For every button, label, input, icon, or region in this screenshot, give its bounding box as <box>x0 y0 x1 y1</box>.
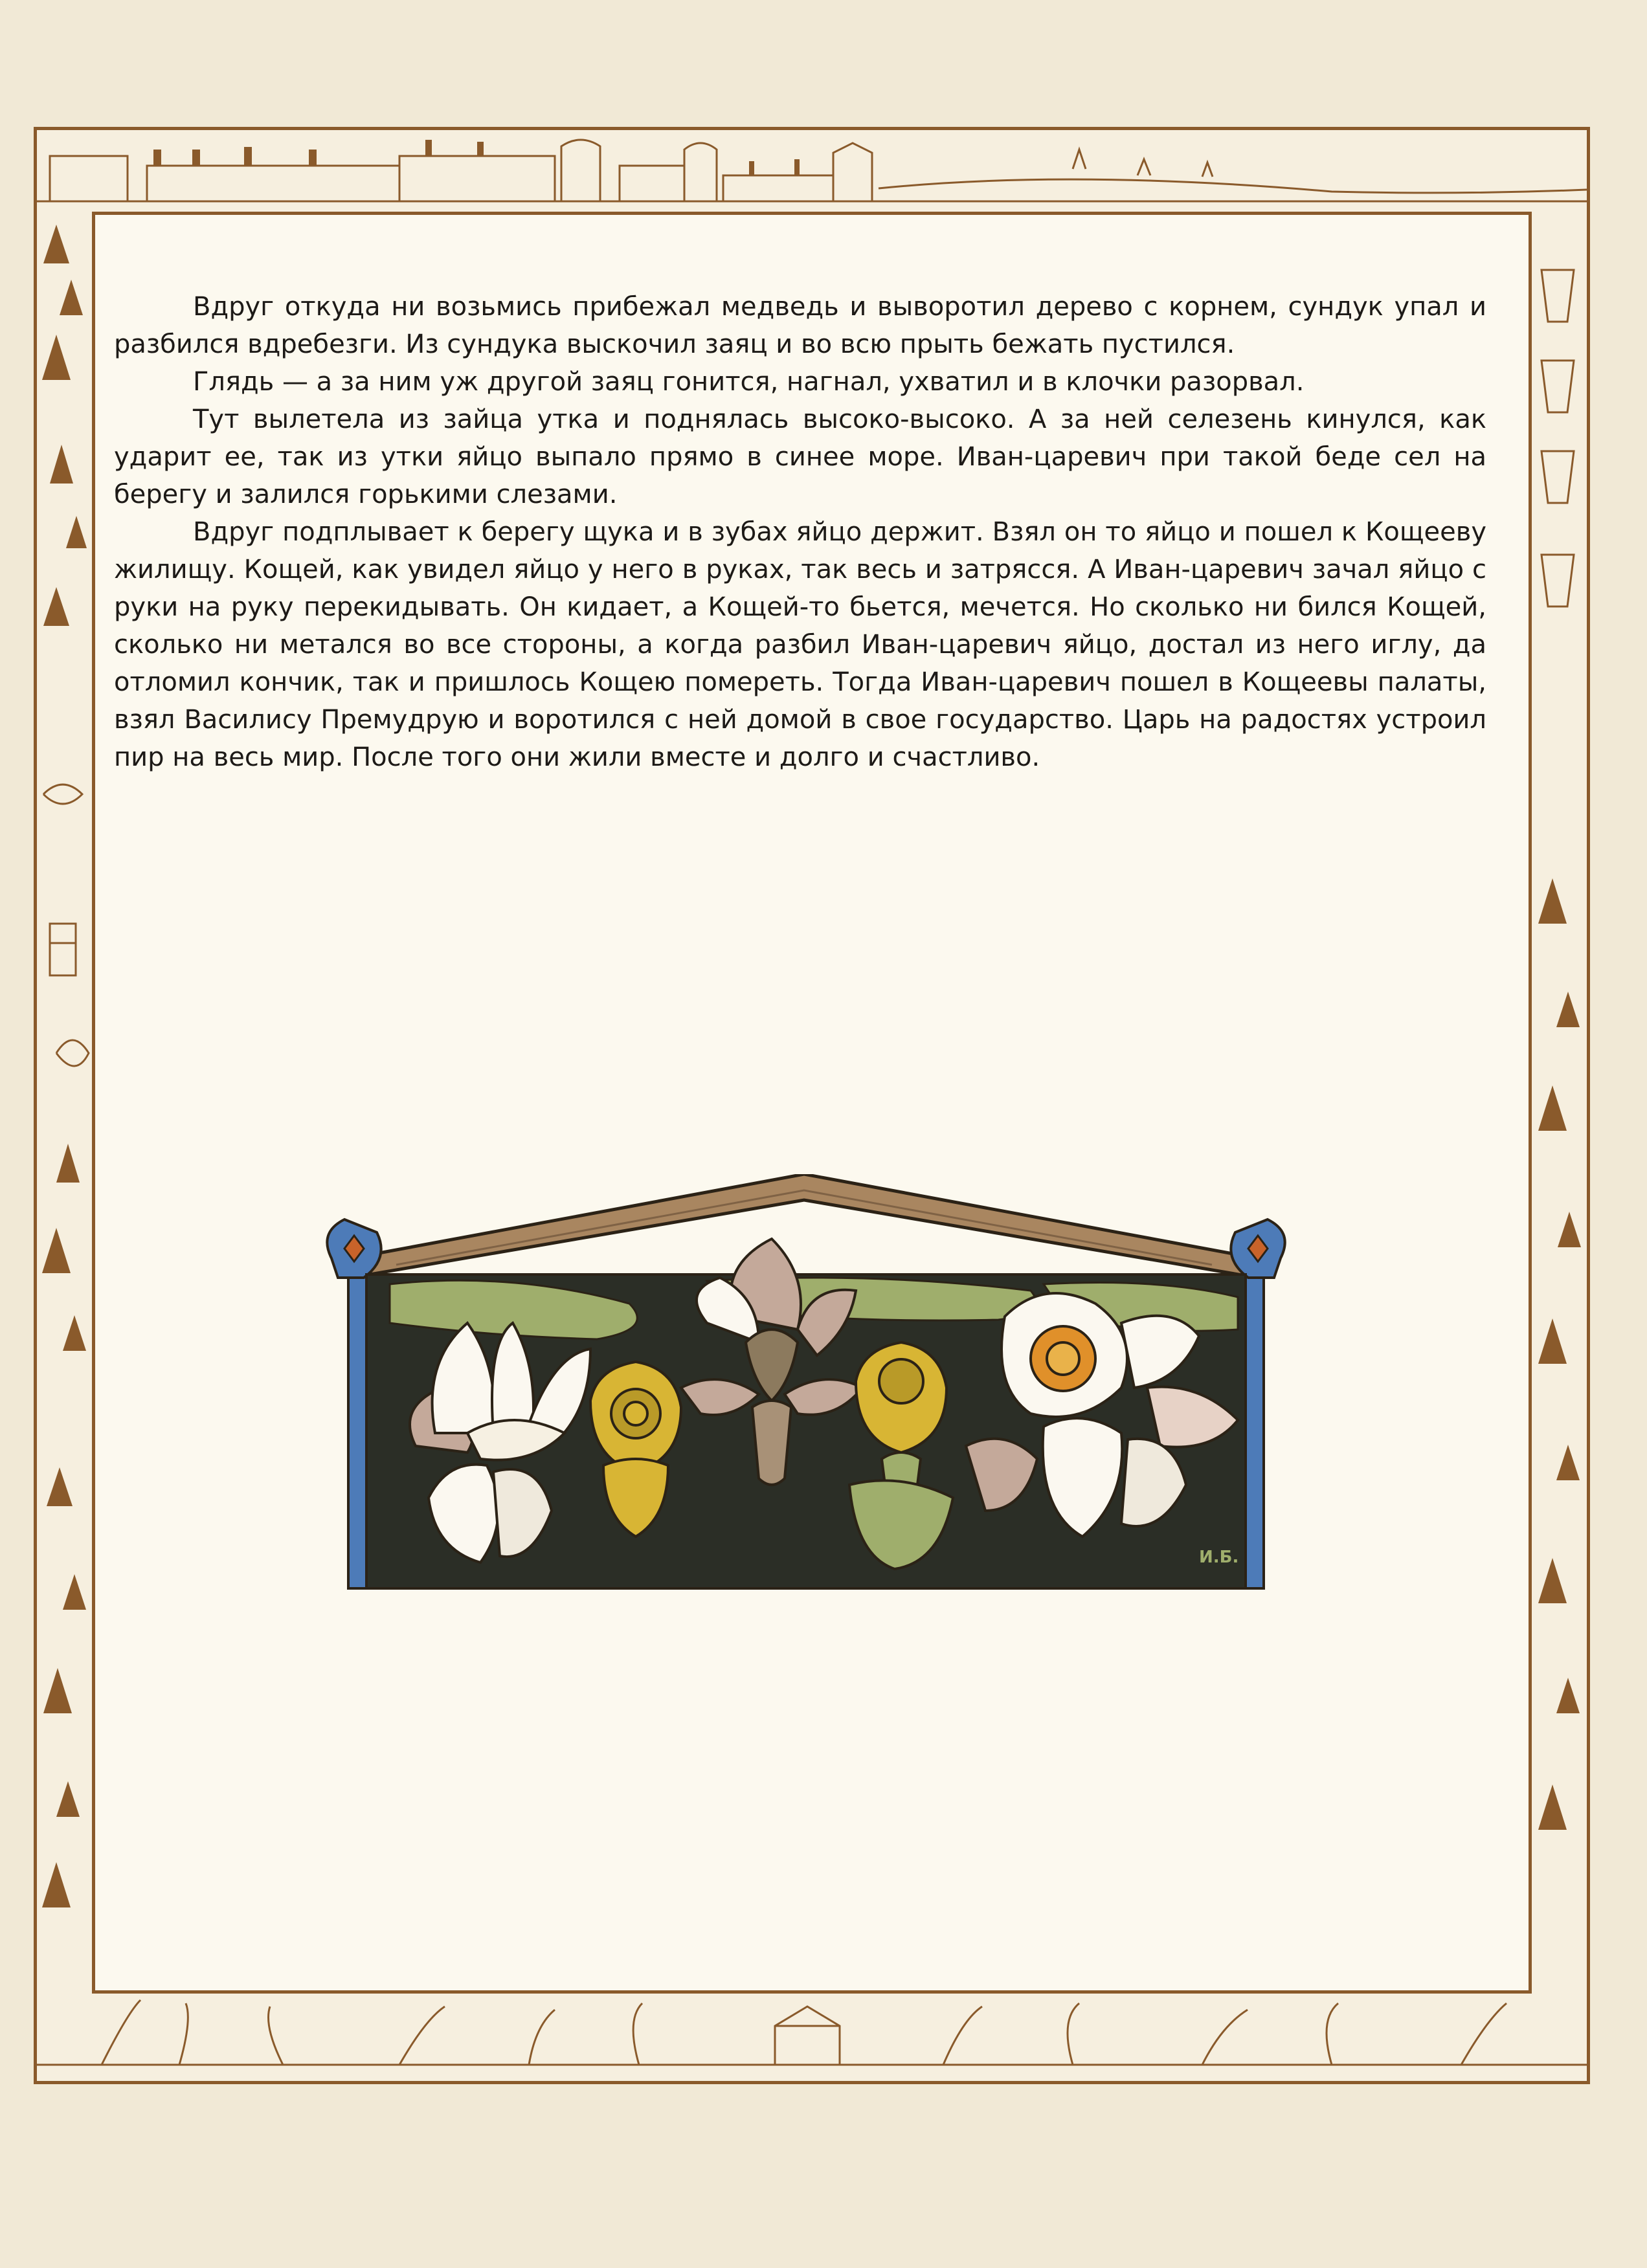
artist-signature: И.Б. <box>1199 1548 1239 1567</box>
water-lily-illustration <box>319 1174 1294 1592</box>
frame-right-ships <box>1532 212 1587 1994</box>
story-paragraph: Вдруг откуда ни возьмись прибежал медведь и выворотил дерево с корнем, сундук упал и разбился вдребезги. Из сундука выскочил заяц и во всю прыть бежать пустился. <box>114 292 1486 359</box>
story-paragraph: Тут вылетела из зайца утка и поднялась высоко-высоко. А за ней селезень кинулся, как ударит ее, так из утки яйцо выпало прямо в синее море. Иван-царевич при такой беде сел на берегу и залился горькими слезами. <box>114 405 1486 509</box>
story-text <box>114 288 1486 776</box>
frame-top-kremlin <box>37 130 1587 212</box>
story-paragraph: Вдруг подплывает к берегу щука и в зубах яйцо держит. Взял он то яйцо и пошел к Кощееву жилищу. Кощей, как увидел яйцо у него в руках, так весь и затрясся. А Иван-царевич зачал яйцо с руки на руку перекидывать. Он кидает, а Кощей-то бьется, мечется. Но сколько ни бился Кощей, сколько ни метался во все стороны, а когда разбил Иван-царевич яйцо, достал из него иглу, да отломил кончик, так и пришлось Кощею помереть. Тогда Иван-царевич пошел в Кощеевы палаты, взял Василису Премудрую и воротился с ней домой в свое государство. Царь на радостях устроил пир на весь мир. После того они жили вместе и долго и счастливо. <box>114 517 1486 772</box>
frame-left-forest <box>37 212 92 1994</box>
frame-bottom-reeds <box>37 1994 1587 2081</box>
story-paragraph: Глядь — а за ним уж другой заяц гонится, нагнал, ухватил и в клочки разорвал. <box>193 367 1305 397</box>
